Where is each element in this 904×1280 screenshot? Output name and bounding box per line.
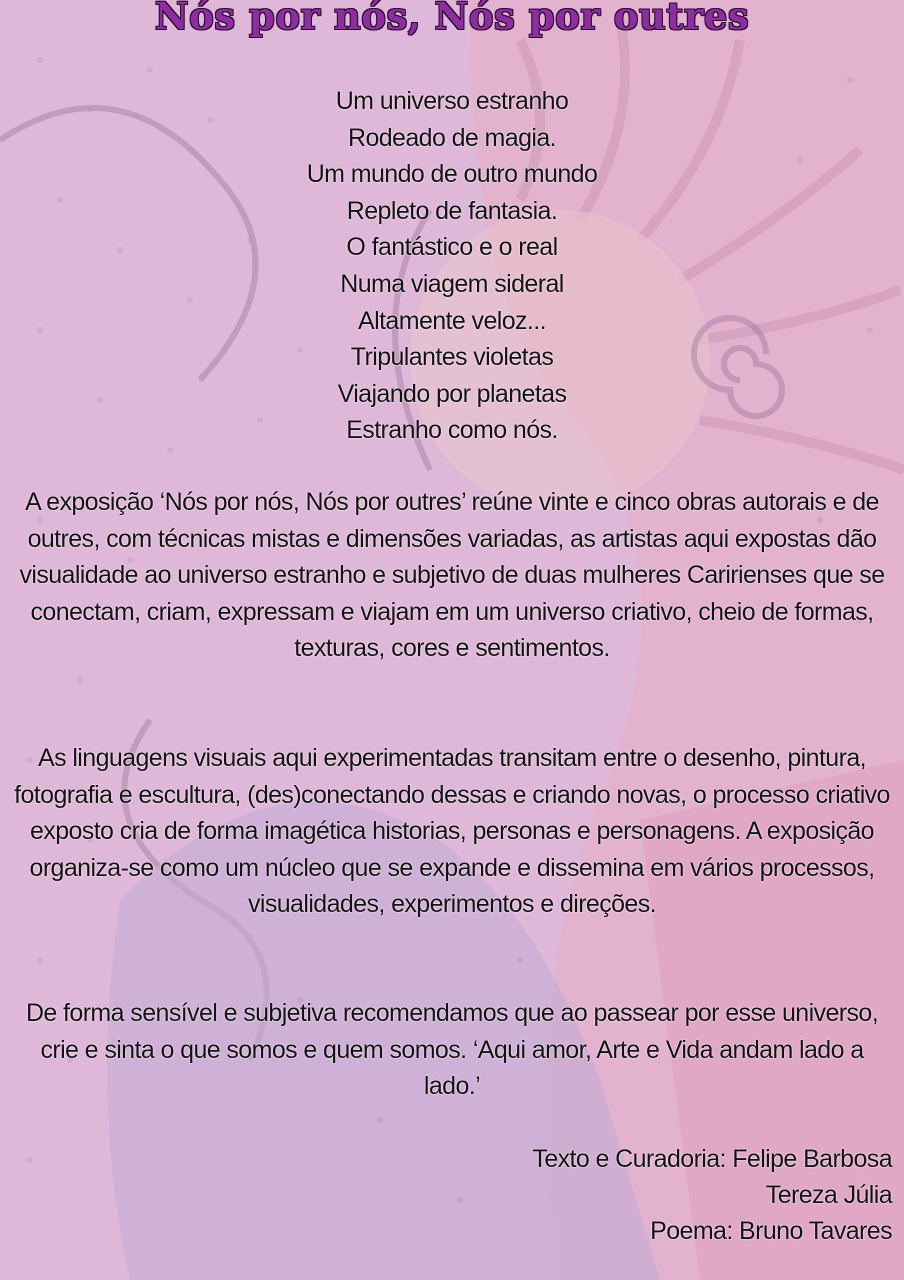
poem-line: Numa viagem sideral bbox=[340, 269, 564, 298]
credit-curatorship: Texto e Curadoria: Felipe Barbosa bbox=[532, 1145, 892, 1173]
poem bbox=[0, 83, 904, 449]
visual-languages-paragraph: As linguagens visuais aqui experimentadas transitam entre o desenho, pintura, fotografia e escultura, (des)conectando dessas e criando novas, o processo criativo exposto cria de forma imagética historias, personas e personagens. A exposição organiza-se como um núcleo que se expande e dissemina em vários processos, visualidades, experimentos e direções. bbox=[14, 744, 890, 919]
poem-line: O fantástico e o real bbox=[346, 233, 558, 262]
poem-line: Repleto de fantasia. bbox=[346, 196, 558, 225]
poem-line: Viajando por planetas bbox=[337, 379, 567, 408]
poem-line: Rodeado de magia. bbox=[347, 123, 556, 152]
credit-curator-2: Tereza Júlia bbox=[765, 1181, 892, 1209]
credit-poem: Poema: Bruno Tavares bbox=[650, 1217, 892, 1245]
credits bbox=[532, 1141, 892, 1249]
poem-line: Estranho como nós. bbox=[346, 416, 558, 445]
recommendation-paragraph: De forma sensível e subjetiva recomendamos que ao passear por esse universo, crie e sinta o que somos e quem somos. ‘Aqui amor, Arte e Vida andam lado a lado.’ bbox=[25, 999, 879, 1101]
exhibition-paragraph: A exposição ‘Nós por nós, Nós por outres’ reúne vinte e cinco obras autorais e de outres, com técnicas mistas e dimensões variadas, as artistas aqui expostas dão visualidade ao universo estranho e subjetivo de duas mulheres Caririenses que se conectam, criam, expressam e viajam em um universo criativo, cheio de formas, texturas, cores e sentimentos. bbox=[19, 488, 885, 663]
poem-line: Altamente veloz... bbox=[358, 306, 546, 335]
poem-line: Tripulantes violetas bbox=[350, 343, 554, 372]
page-title: Nós por nós, Nós por outres bbox=[154, 0, 750, 38]
poem-line: Um universo estranho bbox=[335, 87, 569, 115]
poem-line: Um mundo de outro mundo bbox=[306, 160, 598, 189]
